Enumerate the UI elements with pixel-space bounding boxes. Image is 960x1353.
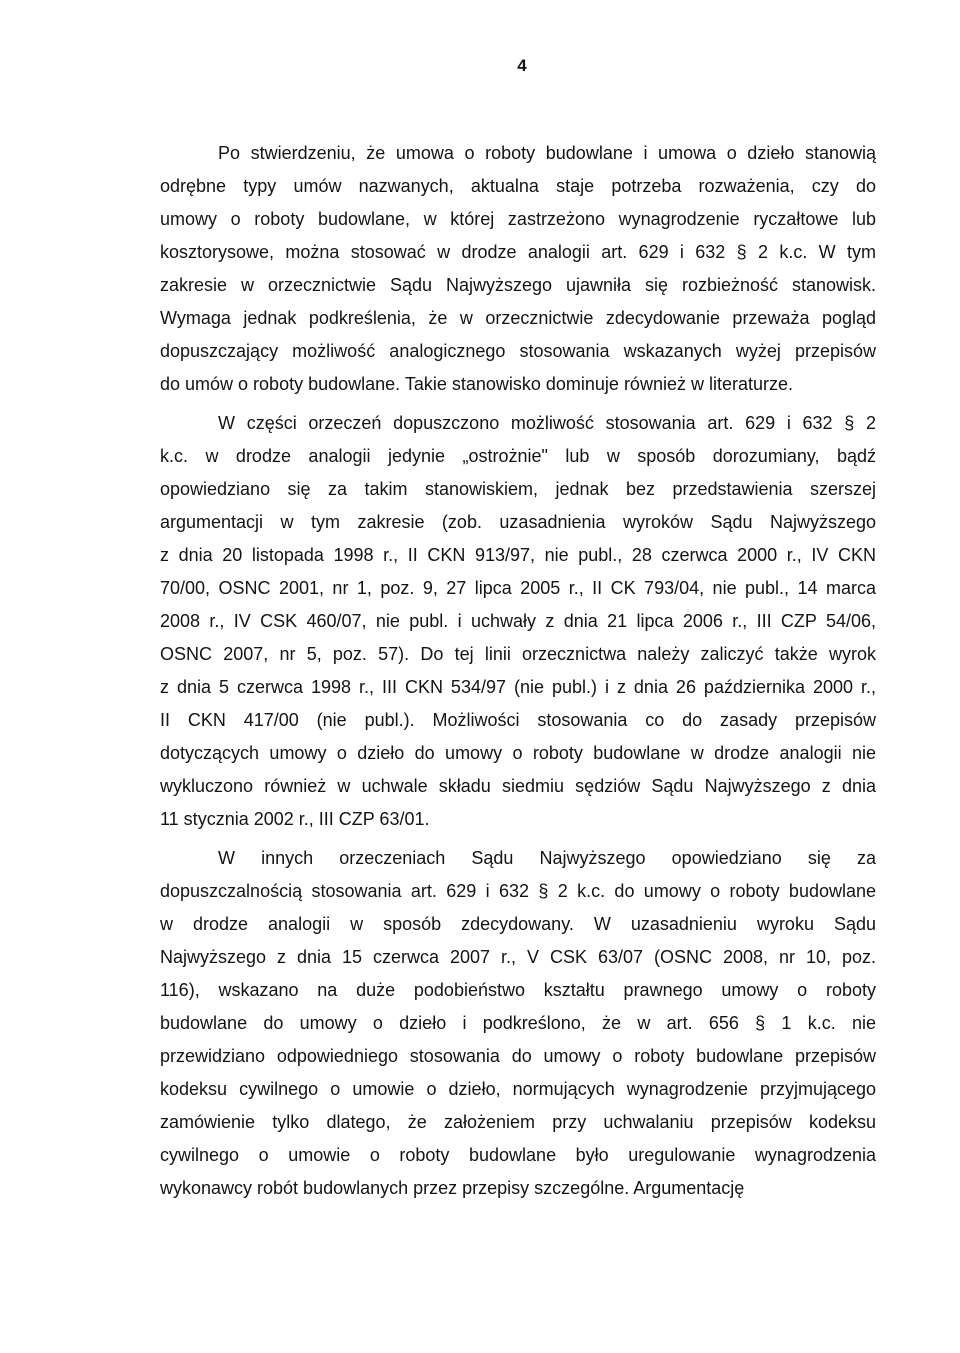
text-line: W części orzeczeń dopuszczono możliwość stosowania art. 629 i 632 § 2 — [218, 413, 876, 433]
text-line: kodeksu cywilnego o umowie o dzieło, normujących wynagrodzenie przyjmującego — [160, 1079, 876, 1099]
text-line: wykonawcy robót budowlanych przez przepisy szczególne. Argumentację — [160, 1178, 745, 1198]
text-line: Po stwierdzeniu, że umowa o roboty budowlane i umowa o dzieło stanowią — [218, 143, 876, 163]
text-line: do umów o roboty budowlane. Takie stanowisko dominuje również w literaturze. — [160, 374, 793, 394]
page-number: 4 — [517, 56, 527, 75]
text-line: kosztorysowe, można stosować w drodze analogii art. 629 i 632 § 2 k.c. W tym — [160, 242, 876, 262]
text-line: argumentacji w tym zakresie (zob. uzasadnienia wyroków Sądu Najwyższego — [160, 512, 876, 532]
text-line: zakresie w orzecznictwie Sądu Najwyższego ujawniła się rozbieżność stanowisk. — [160, 275, 876, 295]
text-line: 11 stycznia 2002 r., III CZP 63/01. — [160, 809, 430, 829]
text-line: 2008 r., IV CSK 460/07, nie publ. i uchwały z dnia 21 lipca 2006 r., III CZP 54/06, — [160, 611, 876, 631]
text-line: wykluczono również w uchwale składu siedmiu sędziów Sądu Najwyższego z dnia — [160, 776, 876, 796]
text-line: przewidziano odpowiedniego stosowania do umowy o roboty budowlane przepisów — [160, 1046, 876, 1066]
text-line: Wymaga jednak podkreślenia, że w orzecznictwie zdecydowanie przeważa pogląd — [160, 308, 876, 328]
text-line: dopuszczający możliwość analogicznego stosowania wskazanych wyżej przepisów — [160, 341, 876, 361]
text-line: opowiedziano się za takim stanowiskiem, jednak bez przedstawienia szerszej — [160, 479, 876, 499]
text-line: dotyczących umowy o dzieło do umowy o roboty budowlane w drodze analogii nie — [160, 743, 876, 763]
text-line: OSNC 2007, nr 5, poz. 57). Do tej linii orzecznictwa należy zaliczyć także wyrok — [160, 644, 876, 664]
text-line: dopuszczalnością stosowania art. 629 i 632 § 2 k.c. do umowy o roboty budowlane — [160, 881, 876, 901]
text-line: II CKN 417/00 (nie publ.). Możliwości stosowania co do zasady przepisów — [160, 710, 876, 730]
text-line: umowy o roboty budowlane, w której zastrzeżono wynagrodzenie ryczałtowe lub — [160, 209, 876, 229]
text-line: 70/00, OSNC 2001, nr 1, poz. 9, 27 lipca 2005 r., II CK 793/04, nie publ., 14 marca — [160, 578, 876, 598]
text-line: W innych orzeczeniach Sądu Najwyższego opowiedziano się za — [218, 848, 876, 868]
text-line: Najwyższego z dnia 15 czerwca 2007 r., V CSK 63/07 (OSNC 2008, nr 10, poz. — [160, 947, 876, 967]
text-line: zamówienie tylko dlatego, że założeniem przy uchwalaniu przepisów kodeksu — [160, 1112, 876, 1132]
text-line: z dnia 20 listopada 1998 r., II CKN 913/97, nie publ., 28 czerwca 2000 r., IV CKN — [160, 545, 876, 565]
text-line: 116), wskazano na duże podobieństwo kształtu prawnego umowy o roboty — [160, 980, 876, 1000]
text-line: k.c. w drodze analogii jedynie „ostrożnie" lub w sposób dorozumiany, bądź — [160, 446, 876, 466]
text-line: budowlane do umowy o dzieło i podkreślono, że w art. 656 § 1 k.c. nie — [160, 1013, 876, 1033]
text-line: z dnia 5 czerwca 1998 r., III CKN 534/97 (nie publ.) i z dnia 26 października 2000 r., — [160, 677, 876, 697]
text-line: w drodze analogii w sposób zdecydowany. W uzasadnieniu wyroku Sądu — [160, 914, 876, 934]
text-line: cywilnego o umowie o roboty budowlane było uregulowanie wynagrodzenia — [160, 1145, 876, 1165]
text-line: odrębne typy umów nazwanych, aktualna staje potrzeba rozważenia, czy do — [160, 176, 876, 196]
